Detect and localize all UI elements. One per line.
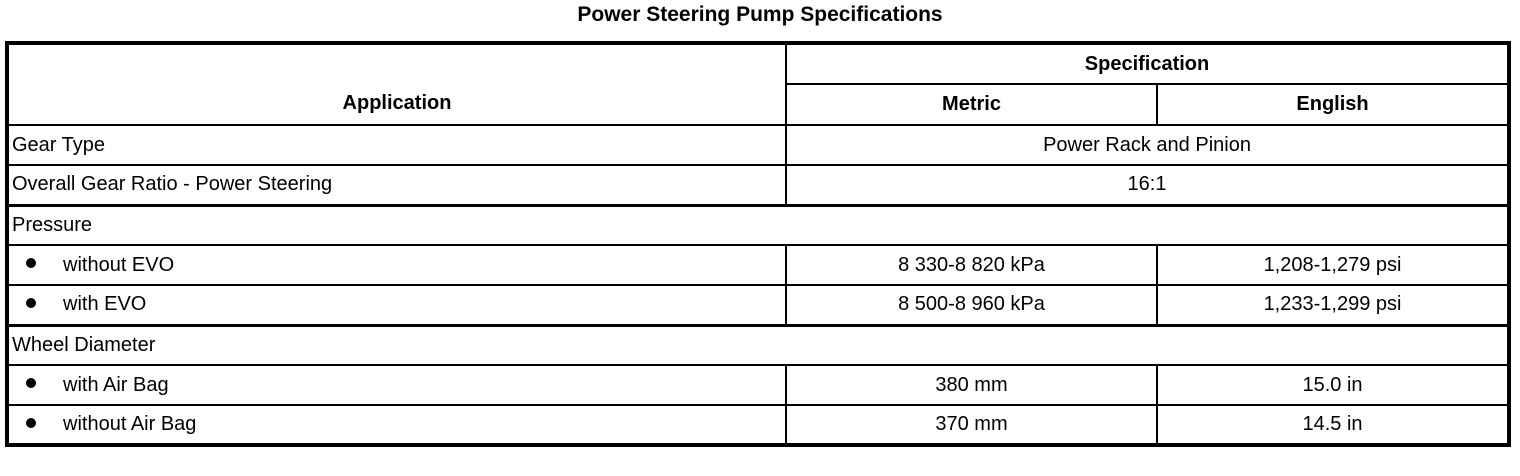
bullet-icon — [26, 298, 36, 308]
row-value: Power Rack and Pinion — [786, 125, 1509, 165]
row-label — [7, 245, 786, 285]
bullet-icon — [26, 418, 36, 428]
bullet-icon — [26, 258, 36, 268]
english-value: 14.5 in — [1157, 405, 1509, 445]
page-title: Power Steering Pump Specifications — [577, 3, 943, 26]
table-row-without-evo — [7, 245, 1509, 285]
english-value: 15.0 in — [1157, 365, 1509, 405]
bullet-icon — [26, 378, 36, 388]
section-row-pressure — [7, 205, 1509, 245]
row-label-text: with EVO — [63, 293, 147, 316]
column-header-metric: Metric — [786, 84, 1157, 125]
column-header-application: Application — [7, 43, 786, 125]
section-label: Wheel Diameter — [7, 325, 1509, 365]
specifications-table — [5, 41, 1511, 447]
row-label-text: without Air Bag — [63, 413, 197, 435]
column-header-specification: Specification — [786, 43, 1509, 84]
row-label — [7, 405, 786, 445]
table-row-with-evo — [7, 285, 1509, 325]
row-label-text: with Air Bag — [63, 373, 169, 396]
table-row-without-air-bag — [7, 405, 1509, 445]
section-row-wheel-diameter — [7, 325, 1509, 365]
row-value: 16:1 — [786, 165, 1509, 205]
row-label — [7, 365, 786, 405]
header-row-specification — [7, 43, 1509, 84]
metric-value: 8 330-8 820 kPa — [786, 245, 1157, 285]
metric-value: 380 mm — [786, 365, 1157, 405]
english-value: 1,233-1,299 psi — [1157, 285, 1509, 325]
table-row-gear-type — [7, 125, 1509, 165]
column-header-english: English — [1157, 84, 1509, 125]
row-label-text: without EVO — [63, 253, 175, 276]
row-label — [7, 285, 786, 325]
english-value: 1,208-1,279 psi — [1157, 245, 1509, 285]
metric-value: 370 mm — [786, 405, 1157, 445]
section-label: Pressure — [7, 205, 1509, 245]
row-label: Gear Type — [7, 125, 786, 165]
table-row-with-air-bag — [7, 365, 1509, 405]
table-row-gear-ratio — [7, 165, 1509, 205]
row-label: Overall Gear Ratio - Power Steering — [7, 165, 786, 205]
metric-value: 8 500-8 960 kPa — [786, 285, 1157, 325]
